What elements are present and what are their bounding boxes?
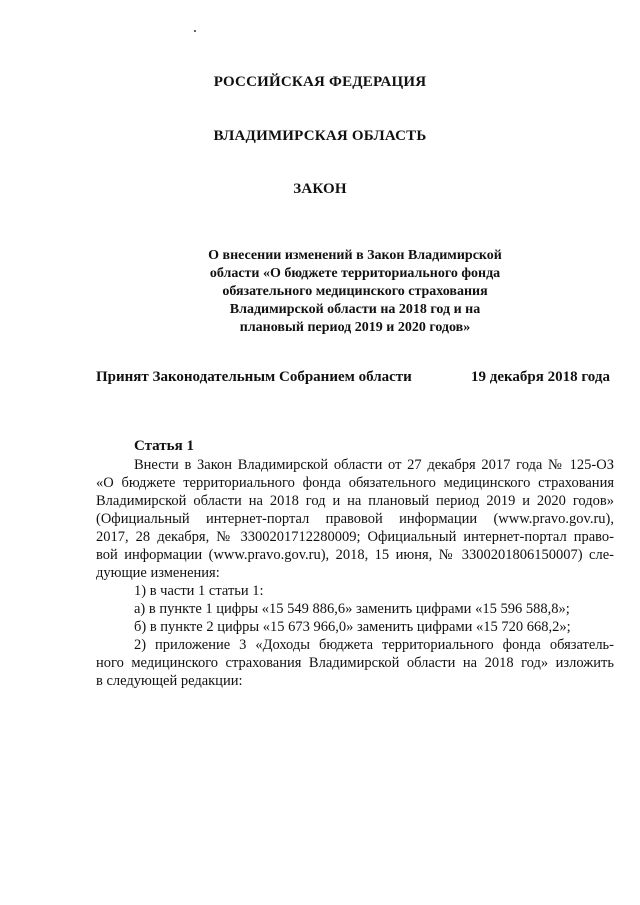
body-line: а) в пункте 1 цифры «15 549 886,6» заменить цифрами «15 596 588,8»; [134,601,570,617]
body-line: в следующей редакции: [96,673,243,689]
body-line: дующие изменения: [96,565,220,581]
body-line: 2017, 28 декабря, № 3300201712280009; Официальный интернет-портал право- [96,529,614,545]
law-title-line: области «О бюджете территориального фонда [209,266,501,281]
law-title-line: О внесении изменений в Закон Владимирской [208,248,502,263]
law-title [170,247,540,337]
body-line: 2) приложение 3 «Доходы бюджета территориального фонда обязатель- [134,637,614,653]
article-body [96,456,614,690]
body-line: (Официальный интернет-портал правовой информации (www.pravo.gov.ru), [96,511,614,527]
article-heading: Статья 1 [134,438,194,454]
body-line: ного медицинского страхования Владимирской области на 2018 год» изложить [96,655,614,671]
body-line: вой информации (www.pravo.gov.ru), 2018, 15 июня, № 3300201806150007) сле- [96,547,614,563]
body-line: Владимирской области на 2018 год и на плановый период 2019 и 2020 годов» [96,493,614,509]
document-type-heading: ЗАКОН [293,181,347,197]
body-line: «О бюджете территориального фонда обязательного медицинского страхования [96,475,614,491]
scan-speck [194,30,196,32]
country-heading: РОССИЙСКАЯ ФЕДЕРАЦИЯ [213,74,427,90]
adoption-date: 19 декабря 2018 года [471,369,610,385]
law-title-line: Владимирской области на 2018 год и на [229,302,481,317]
law-title-line: обязательного медицинского страхования [222,284,488,299]
adopted-by: Принят Законодательным Собранием области [96,369,412,385]
body-line: б) в пункте 2 цифры «15 673 966,0» заменить цифрами «15 720 668,2»; [134,619,571,635]
law-title-line: плановый период 2019 и 2020 годов» [239,320,471,335]
body-line: Внести в Закон Владимирской области от 27 декабря 2017 года № 125-ОЗ [134,457,614,473]
body-line: 1) в части 1 статьи 1: [134,583,264,599]
region-heading: ВЛАДИМИРСКАЯ ОБЛАСТЬ [213,128,427,144]
